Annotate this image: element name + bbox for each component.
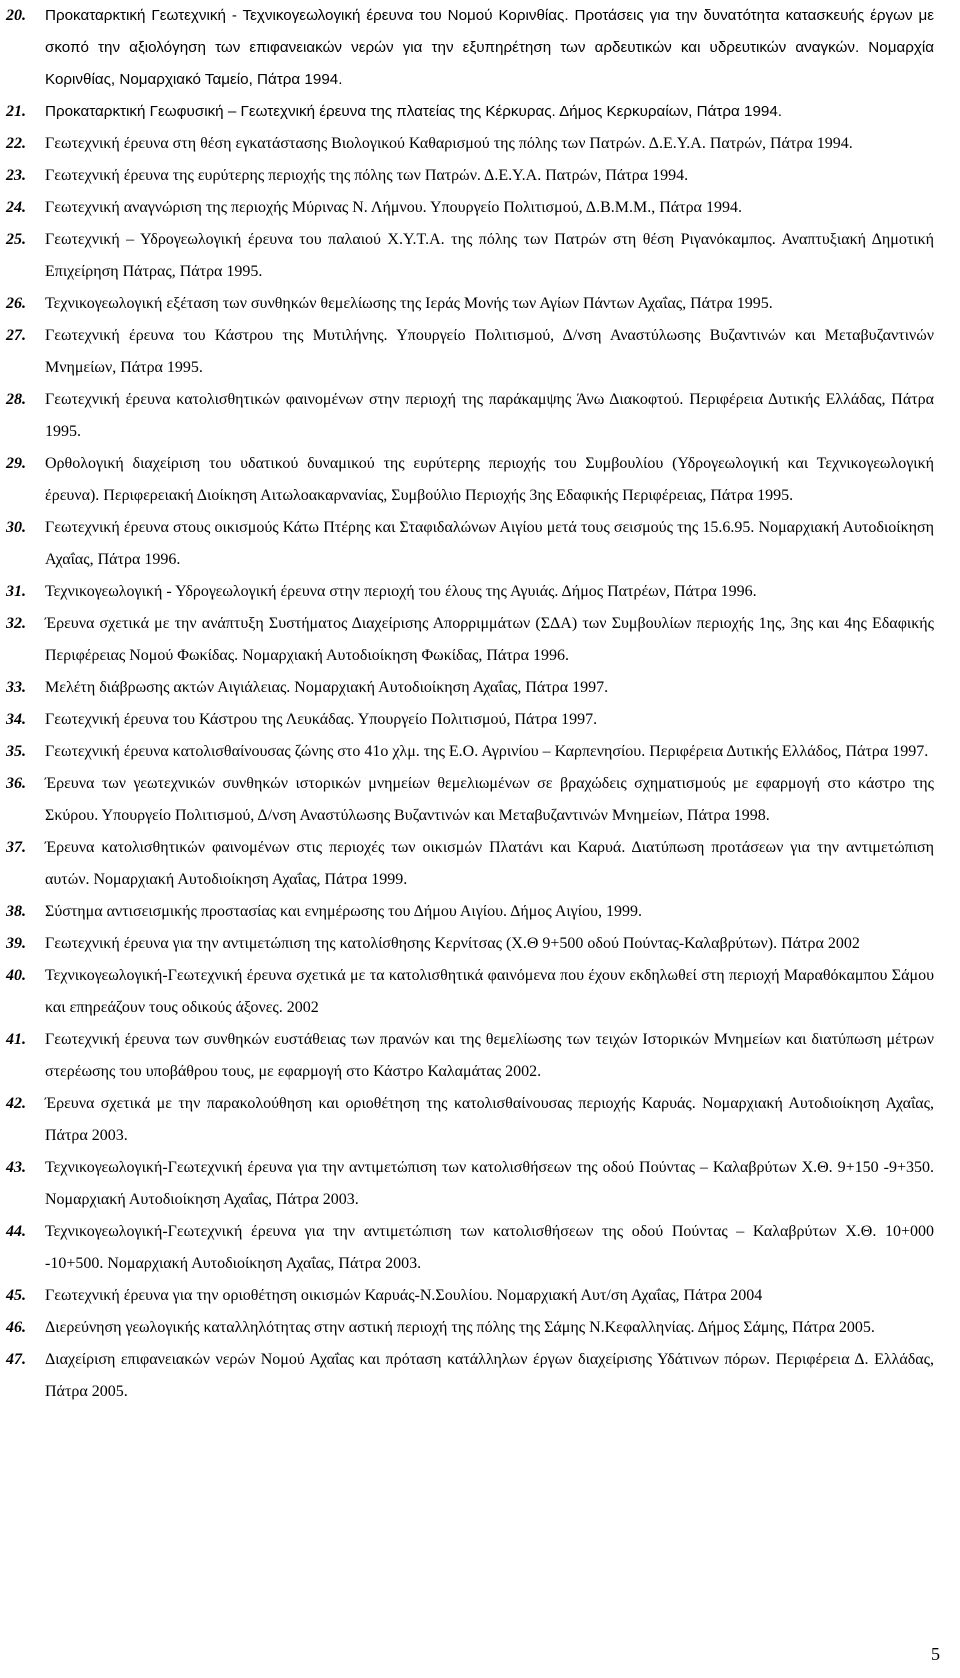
item-number: 37. [6,839,26,856]
item-number: 43. [6,1159,26,1176]
list-item [0,128,960,160]
list-item [0,1088,960,1152]
list-item [0,320,960,384]
list-item [0,960,960,1024]
item-number: 35. [6,743,26,760]
item-text: Γεωτεχνική έρευνα του Κάστρου της Μυτιλήνης. Υπουργείο Πολιτισμού, Δ/νση Αναστύλωσης Βυζαντινών και Μεταβυζαντινών Μνημείων, Πάτρα 1995. [45,327,934,376]
item-number: 21. [6,103,26,120]
item-text: Σύστημα αντισεισμικής προστασίας και ενημέρωσης του Δήμου Αιγίου. Δήμος Αιγίου, 1999. [45,903,642,920]
item-text: Γεωτεχνική έρευνα για την οριοθέτηση οικισμών Καρυάς-Ν.Σουλίου. Νομαρχιακή Αυτ/ση Αχαΐας, Πάτρα 2004 [45,1287,763,1304]
item-text: Διαχείριση επιφανειακών νερών Νομού Αχαΐας και πρόταση κατάλληλων έργων διαχείρισης Υδάτινων πόρων. Περιφέρεια Δ. Ελλάδας, Πάτρα 2005. [45,1351,934,1400]
list-item [0,704,960,736]
list-item [0,1024,960,1088]
item-number: 33. [6,679,26,696]
item-number: 23. [6,167,26,184]
list-item [0,160,960,192]
page-number: 5 [931,1644,940,1664]
list-item [0,768,960,832]
list-item [0,608,960,672]
list-item [0,736,960,768]
item-number: 44. [6,1223,26,1240]
list-item [0,1152,960,1216]
item-number: 39. [6,935,26,952]
item-text: Μελέτη διάβρωσης ακτών Αιγιάλειας. Νομαρχιακή Αυτοδιοίκηση Αχαΐας, Πάτρα 1997. [45,679,609,696]
list-item [0,192,960,224]
list-item [0,672,960,704]
item-text: Προκαταρκτική Γεωφυσική – Γεωτεχνική έρευνα της πλατείας της Κέρκυρας. Δήμος Κερκυραίων, Πάτρα 1994. [45,103,783,120]
list-item [0,288,960,320]
item-text: Γεωτεχνική έρευνα των συνθηκών ευστάθειας των πρανών και της θεμελίωσης των τειχών Ιστορικών Μνημείων και διατύπωση μέτρων στερέωσης του υποβάθρου τους, με εφαρμογή στο Κάστρο Καλαμάτας 2002. [45,1031,934,1080]
item-number: 42. [6,1095,26,1112]
item-number: 32. [6,615,26,632]
item-text: Γεωτεχνική έρευνα του Κάστρου της Λευκάδας. Υπουργείο Πολιτισμού, Πάτρα 1997. [45,711,598,728]
item-number: 28. [6,391,26,408]
list-item [0,896,960,928]
item-text: Έρευνα των γεωτεχνικών συνθηκών ιστορικών μνημείων θεμελιωμένων σε βραχώδεις σχηματισμούς με εφαρμογή στο κάστρο της Σκύρου. Υπουργείο Πολιτισμού, Δ/νση Αναστύλωσης Βυζαντινών και Μεταβυζαντινών Μνημείων, Πάτρα 1998. [45,775,934,824]
item-number: 24. [6,199,26,216]
item-number: 34. [6,711,26,728]
item-number: 20. [6,7,26,24]
item-number: 46. [6,1319,26,1336]
item-text: Τεχνικογεωλογική εξέταση των συνθηκών θεμελίωσης της Ιεράς Μονής των Αγίων Πάντων Αχαΐας, Πάτρα 1995. [45,295,773,312]
item-text: Έρευνα σχετικά με την ανάπτυξη Συστήματος Διαχείρισης Απορριμμάτων (ΣΔΑ) των Συμβουλίων περιοχής 1ης, 3ης και 4ης Εδαφικής Περιφέρειας Νομού Φωκίδας. Νομαρχιακή Αυτοδιοίκηση Φωκίδας, Πάτρα 1996. [45,615,934,664]
item-number: 22. [6,135,26,152]
item-text: Έρευνα κατολισθητικών φαινομένων στις περιοχές των οικισμών Πλατάνι και Καρυά. Διατύπωση προτάσεων για την αντιμετώπιση αυτών. Νομαρχιακή Αυτοδιοίκηση Αχαΐας, Πάτρα 1999. [45,839,934,888]
item-number: 45. [6,1287,26,1304]
list-item [0,384,960,448]
item-number: 40. [6,967,26,984]
list-item [0,96,960,128]
item-number: 30. [6,519,26,536]
list-item [0,928,960,960]
item-number: 26. [6,295,26,312]
item-text: Προκαταρκτική Γεωτεχνική - Τεχνικογεωλογική έρευνα του Νομού Κορινθίας. Προτάσεις για την δυνατότητα κατασκευής έργων με σκοπό την αξιολόγηση των επιφανειακών νερών για την εξυπηρέτηση των αρδευτικών και υδρευτικών αναγκών. Νομαρχία Κορινθίας, Νομαρχιακό Ταμείο, Πάτρα 1994. [45,7,934,88]
item-text: Γεωτεχνική έρευνα κατολισθαίνουσας ζώνης στο 41ο χλμ. της Ε.Ο. Αγρινίου – Καρπενησίου. Περιφέρεια Δυτικής Ελλάδος, Πάτρα 1997. [45,743,929,760]
list-item [0,576,960,608]
list-item [0,1312,960,1344]
item-text: Έρευνα σχετικά με την παρακολούθηση και οριοθέτηση της κατολισθαίνουσας περιοχής Καρυάς. Νομαρχιακή Αυτοδιοίκηση Αχαΐας, Πάτρα 2003. [45,1095,934,1144]
list-item [0,224,960,288]
list-item [0,1280,960,1312]
item-number: 31. [6,583,26,600]
list-item [0,512,960,576]
item-text: Γεωτεχνική – Υδρογεωλογική έρευνα του παλαιού Χ.Υ.Τ.Α. της πόλης των Πατρών στη θέση Ριγανόκαμπος. Αναπτυξιακή Δημοτική Επιχείρηση Πάτρας, Πάτρα 1995. [45,231,934,280]
item-number: 41. [6,1031,26,1048]
item-text: Γεωτεχνική έρευνα κατολισθητικών φαινομένων στην περιοχή της παράκαμψης Άνω Διακοφτού. Περιφέρεια Δυτικής Ελλάδας, Πάτρα 1995. [45,391,934,440]
item-text: Τεχνικογεωλογική-Γεωτεχνική έρευνα για την αντιμετώπιση των κατολισθήσεων της οδού Πούντας – Καλαβρύτων Χ.Θ. 9+150 -9+350. Νομαρχιακή Αυτοδιοίκηση Αχαΐας, Πάτρα 2003. [45,1159,934,1208]
item-text: Τεχνικογεωλογική-Γεωτεχνική έρευνα για την αντιμετώπιση των κατολισθήσεων της οδού Πούντας – Καλαβρύτων Χ.Θ. 10+000 -10+500. Νομαρχιακή Αυτοδιοίκηση Αχαΐας, Πάτρα 2003. [45,1223,934,1272]
item-number: 27. [6,327,26,344]
item-text: Γεωτεχνική έρευνα στη θέση εγκατάστασης Βιολογικού Καθαρισμού της πόλης των Πατρών. Δ.Ε.Υ.Α. Πατρών, Πάτρα 1994. [45,135,853,152]
list-item [0,1344,960,1408]
item-text: Διερεύνηση γεωλογικής καταλληλότητας στην αστική περιοχή της πόλης της Σάμης Ν.Κεφαλληνίας. Δήμος Σάμης, Πάτρα 2005. [45,1319,875,1336]
item-text: Γεωτεχνική αναγνώριση της περιοχής Μύρινας Ν. Λήμνου. Υπουργείο Πολιτισμού, Δ.Β.Μ.Μ., Πάτρα 1994. [45,199,742,216]
list-item [0,832,960,896]
item-number: 38. [6,903,26,920]
item-number: 47. [6,1351,26,1368]
item-text: Ορθολογική διαχείριση του υδατικού δυναμικού της ευρύτερης περιοχής του Συμβουλίου (Υδρογεωλογική και Τεχνικογεωλογική έρευνα). Περιφερειακή Διοίκηση Αιτωλοακαρνανίας, Συμβούλιο Περιοχής 3ης Εδαφικής Περιφέρειας, Πάτρα 1995. [45,455,934,504]
item-text: Γεωτεχνική έρευνα στους οικισμούς Κάτω Πτέρης και Σταφιδαλώνων Αιγίου μετά τους σεισμούς της 15.6.95. Νομαρχιακή Αυτοδιοίκηση Αχαΐας, Πάτρα 1996. [45,519,934,568]
item-text: Τεχνικογεωλογική - Υδρογεωλογική έρευνα στην περιοχή του έλους της Αγυιάς. Δήμος Πατρέων, Πάτρα 1996. [45,583,757,600]
item-number: 36. [6,775,26,792]
item-text: Γεωτεχνική έρευνα της ευρύτερης περιοχής της πόλης των Πατρών. Δ.Ε.Υ.Α. Πατρών, Πάτρα 1994. [45,167,689,184]
list-item [0,448,960,512]
item-text: Γεωτεχνική έρευνα για την αντιμετώπιση της κατολίσθησης Κερνίτσας (Χ.Θ 9+500 οδού Πούντας-Καλαβρύτων). Πάτρα 2002 [45,935,860,952]
list-item [0,0,960,96]
list-item [0,1216,960,1280]
item-number: 29. [6,455,26,472]
item-number: 25. [6,231,26,248]
item-text: Τεχνικογεωλογική-Γεωτεχνική έρευνα σχετικά με τα κατολισθητικά φαινόμενα που έχουν εκδηλωθεί στη περιοχή Μαραθόκαμπου Σάμου και επηρεάζουν τους οδικούς άξονες. 2002 [45,967,934,1016]
